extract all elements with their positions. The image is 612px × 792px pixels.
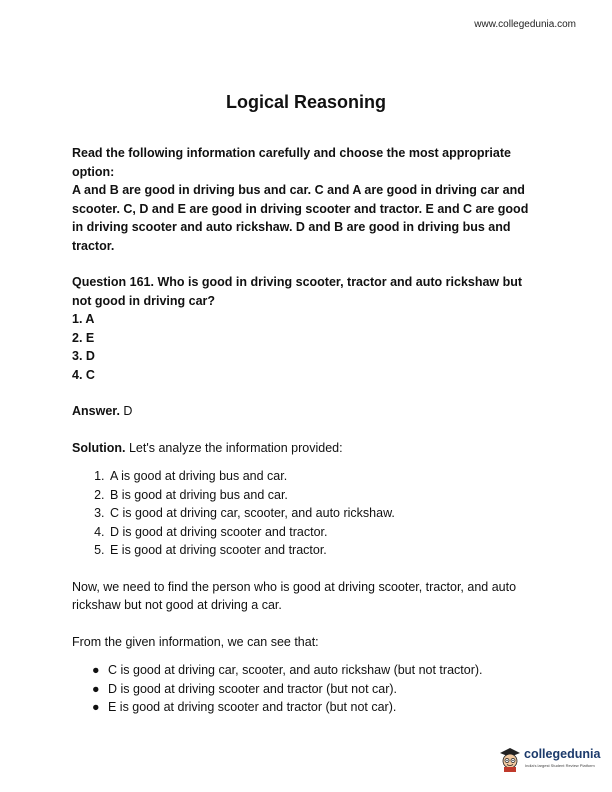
answer-block — [72, 402, 542, 421]
solution-intro-block — [72, 439, 542, 560]
solution-list — [72, 467, 542, 560]
instruction-text: Read the following information carefully and choose the most appropriate option: — [72, 146, 511, 179]
option-item: 4. C — [72, 367, 95, 382]
question-block — [72, 273, 542, 384]
bullet-icon: ● — [92, 663, 100, 677]
logo-name: collegedunia — [524, 747, 601, 761]
solution-label: Solution. — [72, 440, 126, 455]
list-item: 1. A is good at driving bus and car. — [108, 467, 542, 486]
page-title: Logical Reasoning — [225, 92, 387, 112]
collegedunia-logo[interactable] — [498, 744, 601, 778]
list-item: 4. D is good at driving scooter and tractor. — [108, 523, 542, 542]
solution-intro: Let's analyze the information provided: — [128, 440, 343, 455]
answer-value: D — [123, 404, 133, 418]
list-item: 2. B is good at driving bus and car. — [108, 486, 542, 505]
solution-lead: From the given information, we can see that: — [72, 634, 319, 649]
solution-paragraph: Now, we need to find the person who is good at driving scooter, tractor, and auto rickshaw but not good at driving a car. — [72, 579, 517, 612]
answer-label: Answer. — [72, 404, 120, 418]
question-text: Question 161. Who is good in driving scooter, tractor and auto rickshaw but not good in driving car? — [72, 275, 523, 308]
student-mascot-icon — [498, 746, 522, 772]
passage-text: A and B are good in driving bus and car. C and A are good in driving car and scooter. C, D and E are good in driving scooter and tractor. E and C are good in driving scooter and auto rickshaw. D and B are good in driving bus and tractor. — [72, 183, 529, 253]
option-item: 3. D — [72, 349, 95, 363]
solution-lead-block — [72, 633, 542, 717]
list-item: 5. E is good at driving scooter and tractor. — [108, 541, 542, 560]
bullet-item: ● C is good at driving car, scooter, and auto rickshaw (but not tractor). — [108, 661, 542, 680]
solution-bullets — [72, 661, 542, 717]
intro-block — [72, 144, 542, 255]
bullet-icon: ● — [92, 681, 100, 696]
document-body — [72, 144, 542, 735]
list-item: 3. C is good at driving car, scooter, and auto rickshaw. — [108, 504, 542, 523]
site-url[interactable]: www.collegedunia.com — [474, 19, 576, 30]
logo-tagline: India's largest Student Review Platform — [525, 763, 595, 768]
option-item: 1. A — [72, 312, 95, 326]
solution-paragraph-block — [72, 578, 542, 615]
bullet-item: ● E is good at driving scooter and tractor (but not car). — [108, 698, 542, 717]
bullet-item: ● D is good at driving scooter and tractor (but not car). — [108, 680, 542, 699]
bullet-icon: ● — [92, 700, 100, 714]
option-item: 2. E — [72, 330, 95, 345]
